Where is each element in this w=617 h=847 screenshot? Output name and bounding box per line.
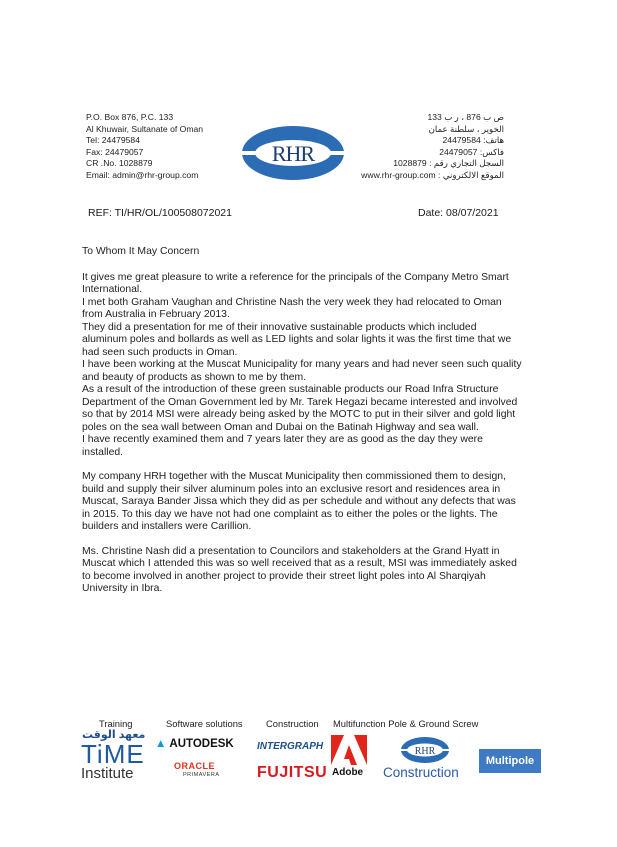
body-line: It gives me great pleasure to write a reference for the principals of the Company Metro Smart International. [82, 271, 509, 295]
label-multifunction: Multifunction Pole & Ground Screw [333, 718, 479, 729]
autodesk-icon: ▲ [155, 738, 167, 750]
body-paragraph: My company HRH together with the Muscat Municipality then commissioned them to design, build and supply their silver aluminum poles into an exclusive resort and residences area in Muscat, Saraya Bander Jissa which they did as per schedule and without any defects that was in 2015. To this day we have not had one complaint as to either the poles or the lights. The builders and installers were Carillion. [82, 471, 516, 532]
body-line: They did a presentation for me of their innovative sustainable products which included aluminum poles and bollards as well as LED lights and solar lights it was the first time that we had seen such products in Oman. [82, 321, 512, 358]
time-institute-logo: TiME [81, 739, 145, 769]
body-line: I have recently examined them and 7 years later they are as good as the day they were installed. [82, 434, 483, 458]
address-line-ar: السجل التجاري رقم : 1028879 [393, 158, 504, 169]
address-line: CR .No. 1028879 [86, 158, 153, 169]
address-line-ar: هاتف: 24479584 [442, 135, 504, 146]
fujitsu-logo: FUJITSU [257, 764, 328, 781]
address-line-ar: الموقع الالكتروني : www.rhr-group.com [361, 169, 504, 180]
reference-number: REF: TI/HR/OL/100508072021 [88, 207, 232, 219]
rhr-small-text: RHR [414, 746, 436, 757]
label-software: Software solutions [166, 718, 243, 729]
company-address-english [86, 112, 203, 182]
oracle-logo: ORACLE [174, 761, 215, 771]
logo-text: RHR [271, 141, 315, 166]
label-construction: Construction [266, 718, 319, 729]
time-institute-subtitle: Institute [81, 765, 134, 782]
label-training: Training [99, 718, 133, 729]
address-line-ar: فاكس: 24479057 [439, 146, 504, 157]
time-institute-arabic: معهد الوقت [82, 729, 146, 741]
address-line: Tel: 24479584 [86, 135, 140, 146]
body-paragraph: Ms. Christine Nash did a presentation to Councilors and stakeholders at the Grand Hyatt in Muscat which I attended this was so well received that as a result, MSI was immediately asked to become involved in another project to provide their street light poles into Al Sharqiyah University in Ibra. [82, 545, 517, 594]
adobe-text: Adobe [332, 767, 364, 778]
letter-date: Date: 08/07/2021 [418, 207, 499, 219]
address-line-ar: ص ب 876 ، ر ب 133 [427, 112, 504, 122]
adobe-icon [331, 735, 367, 765]
address-line: P.O. Box 876, P.C. 133 [86, 112, 174, 122]
company-address-arabic [361, 112, 504, 182]
address-line-ar: الخوير ، سلطنة عمان [428, 123, 504, 134]
salutation: To Whom It May Concern [82, 246, 200, 257]
body-line: As a result of the introduction of these green sustainable products our Road Infra Structure Department of the Oman Government led by Mr. Tarek Hegazi became interested and involved so that by 2014 MSI were already being asked by the MOTC to put in their silver and gold light poles on the sea wall between Oman and Dubai on the Batinah Highway and sea wall. [82, 384, 518, 433]
rhr-logo [240, 124, 346, 182]
address-line: Fax: 24479057 [86, 146, 144, 157]
intergraph-logo: INTERGRAPH [257, 741, 324, 752]
body-line: I have been working at the Muscat Municipality for many years and had never seen such quality and beauty of products as shown to me by them. [82, 359, 522, 383]
letter-body [82, 246, 522, 596]
body-line: I met both Graham Vaughan and Christine Nash the very week they had relocated to Oman from Australia in February 2013. [82, 296, 502, 320]
construction-text: Construction [383, 765, 459, 780]
address-line: Al Khuwair, Sultanate of Oman [86, 123, 204, 134]
address-line: Email: admin@rhr-group.com [86, 169, 199, 180]
rhr-construction-logo [400, 736, 450, 764]
autodesk-logo [155, 738, 234, 750]
primavera-logo: PRIMAVERA [183, 772, 220, 778]
multipole-logo: Multipole [479, 749, 541, 773]
autodesk-text: AUTODESK [169, 738, 234, 750]
